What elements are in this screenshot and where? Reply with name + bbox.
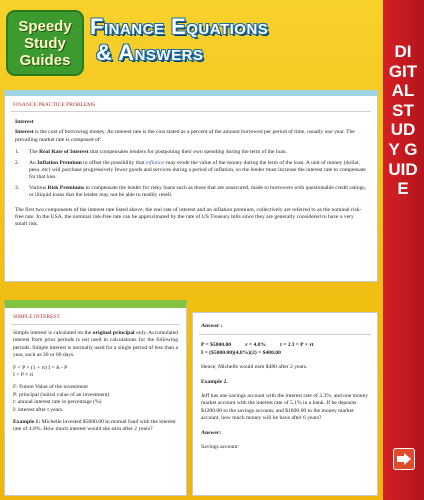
- item-mid: to offset the possibility that: [81, 159, 146, 166]
- eq-time: t = 2 I = P × rt: [280, 342, 314, 349]
- answer-panel: [192, 312, 378, 496]
- book-title: [90, 14, 380, 66]
- example-2-text: Example 2.: [201, 378, 228, 385]
- inflation-link[interactable]: inflation: [145, 159, 165, 166]
- list-number: 2.: [15, 159, 20, 166]
- given-values: [193, 342, 377, 349]
- intro-rest: is the cost of borrowing money. An interest rate is the cost stated as a percent of the amount borrowed per period of time, usually one year. The prevailing market rate is composed of:: [15, 129, 355, 143]
- intro-bold: Interest: [15, 129, 34, 136]
- subheading: [5, 119, 377, 126]
- answer-2-text: Answer:: [201, 429, 222, 436]
- item-bold: Real Rate of Interest: [39, 149, 89, 156]
- example-bold: Example 1:: [13, 419, 41, 426]
- finance-practice-panel: [4, 90, 378, 282]
- answer-2-label: [193, 430, 377, 437]
- example-rest: Michelle invested $5000.00 in mutual fund with the interest rate of 4.8%. How much interest would she earn after 2 years?: [13, 419, 176, 433]
- simple-interest-panel: [4, 300, 187, 496]
- answer-label: [193, 323, 377, 330]
- ribbon-text: DIGITAL STUDY GUIDE: [388, 42, 418, 199]
- example-2-question: Jeff has one savings account with the interest rate of 3.3%, and one money market account with the interest rate of 5.1% in a bank. If he deposits $1200.00 to the savings account, and $1800.00 to the money market account, how much money will he have after 6 years?: [201, 393, 368, 422]
- arrow-icon: [393, 448, 415, 470]
- item-pre: The: [29, 149, 40, 156]
- interest-equation: [193, 350, 377, 357]
- definition: P: principal (initial value of an investment): [13, 391, 110, 398]
- divider: [11, 324, 180, 325]
- item-bold: Inflation Premium: [37, 159, 82, 166]
- para-bold: original principal: [92, 330, 135, 336]
- eq-principal: P = $5000.00: [201, 342, 232, 349]
- item-rest: to compensate the lender for risky loans such as those that are unsecured, made to borrowers with questionable credit ratings, or illiquid loans that the lender may not be able to readily resell.: [29, 184, 367, 199]
- hence-text: Hence, Michelle would earn $480 after 2 years.: [201, 364, 308, 371]
- formula-1: F = P × (1 + rt) I = A - P: [13, 364, 68, 371]
- example-1: [5, 419, 186, 434]
- title-line-2: & Answers: [96, 40, 204, 65]
- section-heading: FINANCE PRACTICE PROBLEMS: [13, 102, 96, 108]
- eq-interest: I = ($5000.00)(4.8%)(2) = $480.00: [201, 349, 281, 356]
- intro-paragraph: [5, 129, 377, 144]
- logo-line-3: Guides: [19, 51, 71, 69]
- list-item: [5, 149, 377, 156]
- item-rest: that compensates lenders for postponing their own spending during the term of the loan.: [88, 149, 287, 156]
- item-rest: may erode the value of the money during the term of the loan. A unit of money (dollar, peso, etc) will purchase progressively fewer goods and services during a period of inflation, so the lender must increase the interest rate to compensate for that loss.: [29, 159, 366, 181]
- definition: F: Future Value of the investment: [13, 384, 88, 391]
- logo-line-2: Study: [24, 34, 66, 52]
- item-bold: Risk Premiums: [47, 184, 85, 191]
- divider: [11, 111, 371, 112]
- item-pre: Various: [29, 184, 48, 191]
- simple-interest-paragraph: [5, 330, 186, 360]
- list-number: 3.: [15, 184, 20, 191]
- logo-line-1: Speedy: [18, 17, 72, 35]
- answer-label-text: Answer :: [201, 323, 223, 329]
- savings-account-label: Savings account:: [201, 444, 240, 451]
- definition: I: interest after t years.: [13, 406, 64, 413]
- subheading-text: Interest: [15, 119, 34, 125]
- formula-2: I = P × rt: [13, 372, 34, 379]
- eq-rate: r = 4.8%: [245, 342, 267, 349]
- para-rest: only. Accumulated interest from prior periods is not used in calculations for the following periods. Simple interest is normally used for a single period of less than a year, such as 30 or 60 days.: [13, 330, 178, 359]
- list-item: [5, 160, 377, 182]
- definition: r: annual interest rate in percentage (%): [13, 399, 102, 406]
- example-2-label: [193, 379, 377, 386]
- section-heading: SIMPLE INTEREST: [13, 314, 60, 320]
- title-line-1: Finance Equations: [90, 14, 269, 39]
- list-item: [5, 185, 377, 200]
- closing-paragraph: The first two components of the interest rate listed above, the real rate of interest and an inflation premium, collectively are referred to as the nominal risk-free rate. In the USA, the nominal risk-free rate can be approximated by the rate of US Treasury bills since they are generally considered to have a very small risk.: [15, 206, 362, 228]
- para-pre: Simple interest is calculated on the: [13, 330, 93, 336]
- list-number: 1.: [15, 149, 20, 156]
- item-pre: An: [29, 159, 38, 166]
- divider: [199, 334, 371, 335]
- speedy-study-guides-logo: [6, 10, 84, 76]
